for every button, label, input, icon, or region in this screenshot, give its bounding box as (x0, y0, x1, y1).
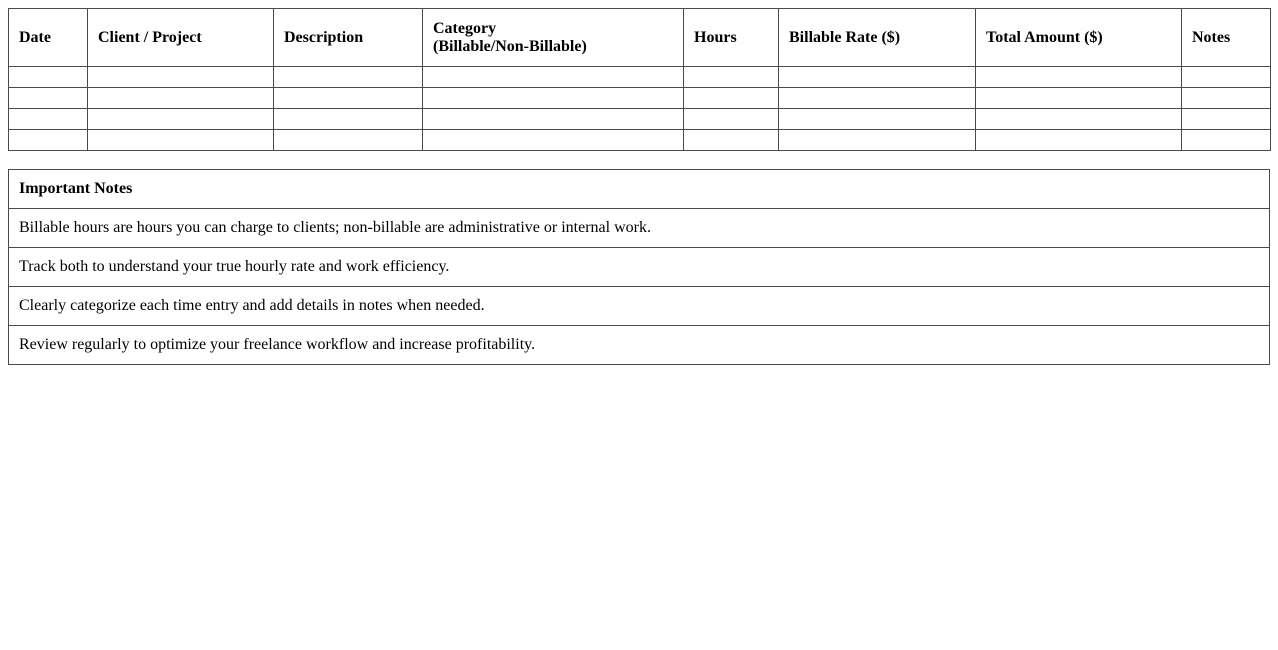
cell-client-project[interactable] (88, 130, 274, 151)
cell-description[interactable] (274, 109, 423, 130)
cell-hours[interactable] (684, 88, 779, 109)
important-notes-table (8, 169, 1270, 365)
cell-notes[interactable] (1182, 88, 1271, 109)
category-header-line2: (Billable/Non-Billable) (433, 37, 587, 55)
cell-total-amount[interactable] (976, 109, 1182, 130)
note-item: Track both to understand your true hourly rate and work efficiency. (9, 248, 1270, 287)
category-header-line1: Category (433, 19, 497, 37)
cell-date[interactable] (9, 67, 88, 88)
cell-hours[interactable] (684, 67, 779, 88)
note-row (9, 287, 1270, 326)
cell-billable-rate[interactable] (779, 109, 976, 130)
column-header-category (423, 9, 684, 67)
notes-title: Important Notes (9, 170, 1270, 209)
cell-hours[interactable] (684, 109, 779, 130)
cell-hours[interactable] (684, 130, 779, 151)
cell-notes[interactable] (1182, 130, 1271, 151)
cell-category[interactable] (423, 109, 684, 130)
note-row (9, 248, 1270, 287)
note-row (9, 209, 1270, 248)
note-item: Billable hours are hours you can charge to clients; non-billable are administrative or internal work. (9, 209, 1270, 248)
cell-description[interactable] (274, 67, 423, 88)
cell-client-project[interactable] (88, 109, 274, 130)
column-header-description: Description (274, 9, 423, 67)
timesheet-document (8, 8, 1270, 365)
cell-billable-rate[interactable] (779, 88, 976, 109)
cell-total-amount[interactable] (976, 130, 1182, 151)
cell-total-amount[interactable] (976, 67, 1182, 88)
table-row (9, 67, 1271, 88)
notes-title-row (9, 170, 1270, 209)
column-header-billable-rate: Billable Rate ($) (779, 9, 976, 67)
cell-description[interactable] (274, 88, 423, 109)
note-item: Clearly categorize each time entry and add details in notes when needed. (9, 287, 1270, 326)
cell-category[interactable] (423, 67, 684, 88)
cell-billable-rate[interactable] (779, 130, 976, 151)
cell-notes[interactable] (1182, 67, 1271, 88)
table-row (9, 130, 1271, 151)
column-header-client-project: Client / Project (88, 9, 274, 67)
cell-date[interactable] (9, 109, 88, 130)
table-row (9, 109, 1271, 130)
time-log-table (8, 8, 1271, 151)
cell-client-project[interactable] (88, 88, 274, 109)
cell-notes[interactable] (1182, 109, 1271, 130)
column-header-notes: Notes (1182, 9, 1271, 67)
cell-client-project[interactable] (88, 67, 274, 88)
cell-description[interactable] (274, 130, 423, 151)
column-header-total-amount: Total Amount ($) (976, 9, 1182, 67)
cell-billable-rate[interactable] (779, 67, 976, 88)
cell-date[interactable] (9, 88, 88, 109)
cell-category[interactable] (423, 130, 684, 151)
note-row (9, 326, 1270, 365)
column-header-hours: Hours (684, 9, 779, 67)
column-header-date: Date (9, 9, 88, 67)
note-item: Review regularly to optimize your freelance workflow and increase profitability. (9, 326, 1270, 365)
header-row (9, 9, 1271, 67)
cell-category[interactable] (423, 88, 684, 109)
cell-date[interactable] (9, 130, 88, 151)
table-row (9, 88, 1271, 109)
cell-total-amount[interactable] (976, 88, 1182, 109)
